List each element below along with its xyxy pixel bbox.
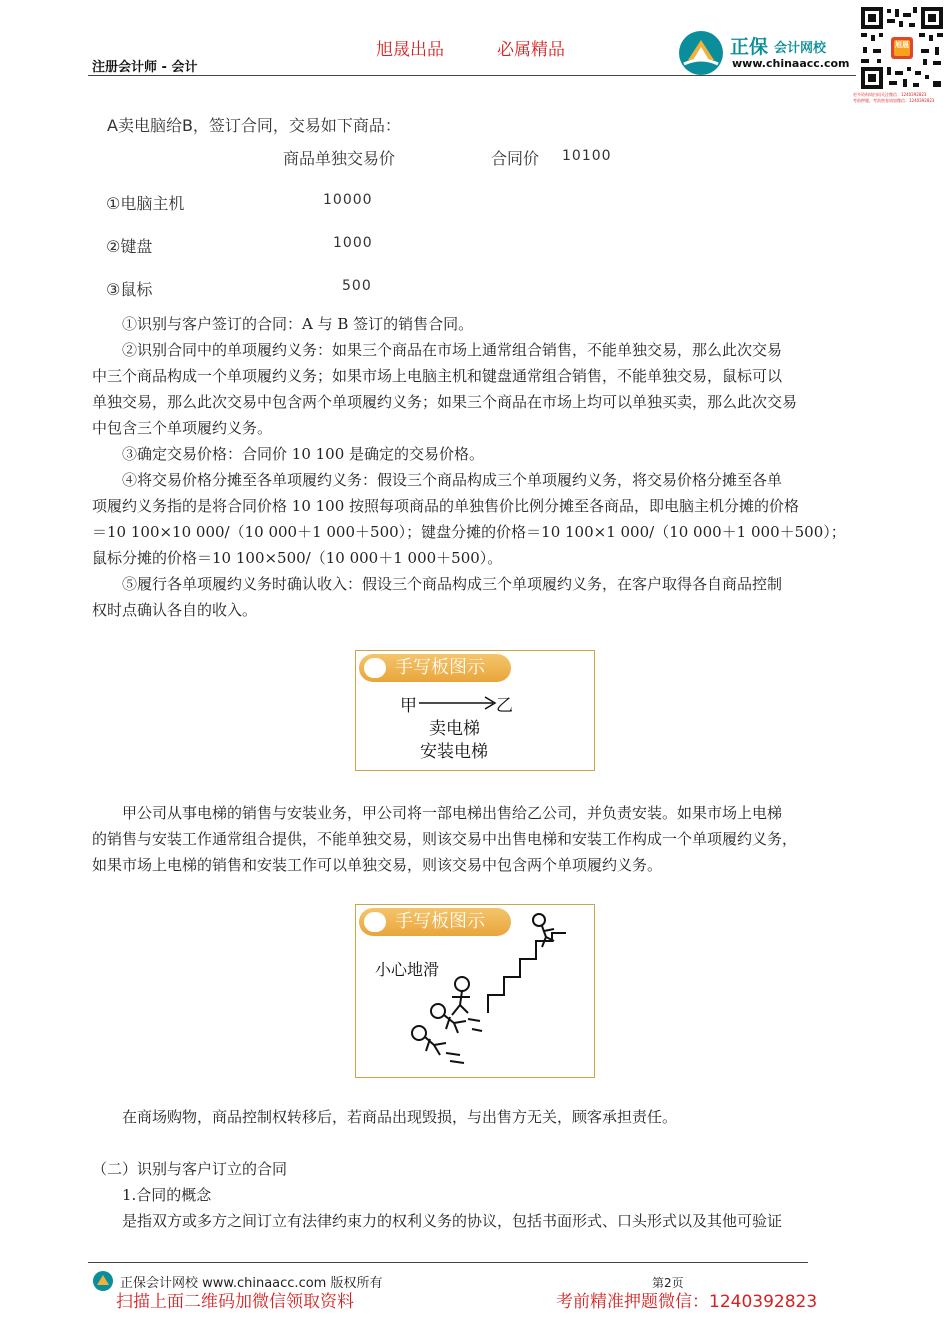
paragraph-line: 如果市场上电梯的销售和安装工作可以单独交易，则该交易中包含两个单项履约义务。 xyxy=(92,856,663,874)
arrow-right-icon xyxy=(419,695,499,711)
item-price: 500 xyxy=(342,278,372,294)
party-from: 甲 xyxy=(400,696,417,716)
step-line: ④将交易价格分摊至各单项履约义务：假设三个商品构成三个单项履约义务，将交易价格分摊至各单 xyxy=(122,471,783,489)
header-slogan-2: 必属精品 xyxy=(497,40,565,60)
item-price: 10000 xyxy=(323,192,373,208)
logo-sub: 会计网校 xyxy=(774,41,827,56)
stairs-illustration-icon xyxy=(356,905,594,1077)
logo-emblem-icon xyxy=(678,30,724,76)
step-line: ②识别合同中的单项履约义务：如果三个商品在市场上通常组合销售，不能单独交易，那么此次交易 xyxy=(122,341,783,359)
step-line: 权时点确认各自的收入。 xyxy=(92,601,258,619)
footer-logo-icon xyxy=(92,1270,114,1292)
steps-block xyxy=(92,311,862,623)
brand-logo xyxy=(676,30,854,76)
step-line: 鼠标分摊的价格＝10 100×500/（10 000＋1 000＋500）。 xyxy=(92,549,503,567)
logo-url: www.chinaacc.com xyxy=(732,57,850,70)
footer-promo-left: 扫描上面二维码加微信领取资料 xyxy=(116,1292,354,1312)
pen-icon xyxy=(364,658,386,678)
example-intro: A卖电脑给B，签订合同，交易如下商品： xyxy=(107,116,401,135)
item-name: ①电脑主机 xyxy=(106,194,185,213)
footer-rule xyxy=(88,1262,808,1263)
footer-page-number: 第2页 xyxy=(652,1276,684,1290)
section-heading: （二）识别与客户订立的合同 xyxy=(92,1160,288,1178)
figure-line-2: 安装电梯 xyxy=(420,742,488,762)
step-line: 中三个商品构成一个单项履约义务；如果市场上电脑主机和键盘通常组合销售，不能单独交易，鼠标可以 xyxy=(92,367,783,385)
elevator-paragraph xyxy=(92,800,862,878)
paragraph-line: 的销售与安装工作通常组合提供，不能单独交易，则该交易中出售电梯和安装工作构成一个单项履约义务， xyxy=(92,830,798,848)
item-price: 1000 xyxy=(333,235,373,251)
step-line: ①识别与客户签订的合同：A 与 B 签订的销售合同。 xyxy=(122,315,474,333)
step-line: ⑤履行各单项履约义务时确认收入：假设三个商品构成三个单项履约义务，在客户取得各自商品控制 xyxy=(122,575,783,593)
example-col-header: 商品单独交易价 xyxy=(283,149,396,168)
qr-code xyxy=(859,5,945,91)
item-name: ③鼠标 xyxy=(106,280,153,299)
figure-tag: 手写板图示 xyxy=(359,654,511,682)
section-subheading: 1.合同的概念 xyxy=(122,1186,212,1204)
figure-tag: 手写板图示 xyxy=(359,908,511,936)
qr-center-label: 旭晟 xyxy=(895,41,909,49)
step-line: ＝10 100×10 000/（10 000＋1 000＋500）；键盘分摊的价格＝10 100×1 000/（10 000＋1 000＋500）； xyxy=(92,523,846,541)
figure-line-1: 卖电梯 xyxy=(429,719,480,739)
figure-slippery xyxy=(355,904,595,1078)
paragraph-line: 甲公司从事电梯的销售与安装业务，甲公司将一部电梯出售给乙公司，并负责安装。如果市场上电梯 xyxy=(122,804,783,822)
logo-text: 正保 xyxy=(730,36,769,58)
figure-elevator xyxy=(355,650,595,771)
figure-caption: 小心地滑 xyxy=(375,960,440,979)
qr-caption-2: 考前押题，考前密卷请加微信：1240392823 xyxy=(853,98,935,103)
item-name: ②键盘 xyxy=(106,237,153,256)
mall-paragraph: 在商场购物，商品控制权转移后，若商品出现毁损，与出售方无关，顾客承担责任。 xyxy=(122,1108,678,1126)
footer-brand: 正保会计网校 www.chinaacc.com 版权所有 xyxy=(120,1276,383,1291)
section-text: 是指双方或多方之间订立有法律约束力的权利义务的协议，包括书面形式、口头形式以及其他可验证 xyxy=(122,1212,783,1230)
step-line: ③确定交易价格：合同价 10 100 是确定的交易价格。 xyxy=(122,445,485,463)
step-line: 中包含三个单项履约义务。 xyxy=(92,419,273,437)
footer-promo-right: 考前精准押题微信：1240392823 xyxy=(556,1292,818,1312)
qr-caption-1: 更多资料请扫码关注微信：1240392823 xyxy=(853,92,927,97)
header-slogan-1: 旭晟出品 xyxy=(376,40,444,60)
contract-label: 合同价 xyxy=(491,149,540,168)
step-line: 单独交易，那么此次交易中包含两个单项履约义务；如果三个商品在市场上均可以单独买卖，那么此次交易 xyxy=(92,393,798,411)
header-doc-title: 注册会计师 - 会计 xyxy=(92,60,198,75)
contract-value: 10100 xyxy=(562,148,612,164)
step-line: 项履约义务指的是将合同价格 10 100 按照每项商品的单独售价比例分摊至各商品，即电脑主机分摊的价格 xyxy=(92,497,800,515)
party-to: 乙 xyxy=(496,696,513,716)
